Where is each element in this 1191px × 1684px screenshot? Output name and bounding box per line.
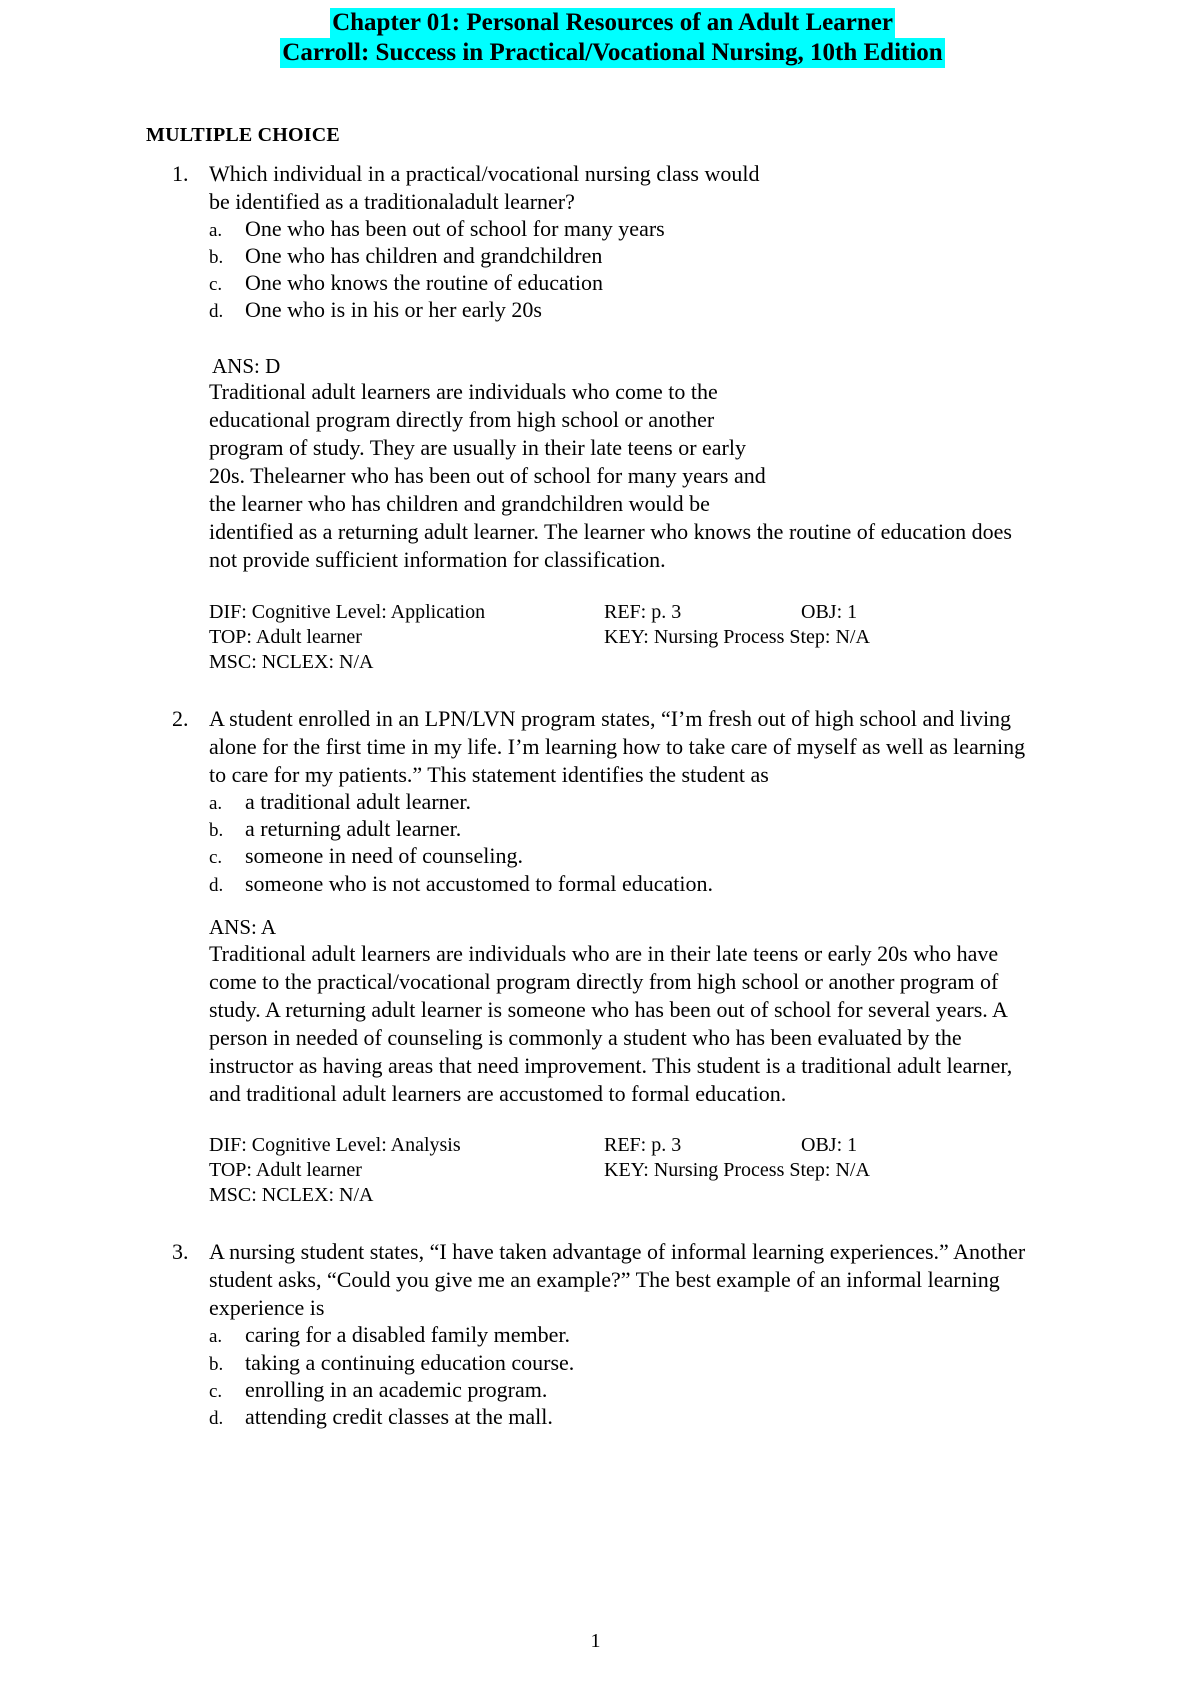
answer-option <box>209 1403 553 1433</box>
objective: OBJ: 1 <box>801 1134 858 1156</box>
rationale: Traditional adult learners are individuals who come to the educational program directly from high school or another program of study. They are usually in their late teens or early 20s. Thelearner who has been out of school for many years and the learner who has children and grandchildren would be identified as a returning adult learner. The learner who knows the routine of education does not provide sufficient information for classification. <box>209 379 1012 572</box>
option-letter: a. <box>209 220 223 241</box>
option-letter: b. <box>209 247 224 268</box>
option-text: a returning adult learner. <box>245 816 462 841</box>
chapter-title: Chapter 01: Personal Resources of an Adult Learner <box>332 9 893 36</box>
answer-key: ANS: D <box>212 354 281 378</box>
option-letter: d. <box>209 1408 224 1429</box>
keywords: KEY: Nursing Process Step: N/A <box>604 1159 870 1181</box>
question-stem: Which individual in a practical/vocational nursing class would be identified as a traditionaladult learner? <box>209 161 760 214</box>
option-letter: a. <box>209 1326 223 1347</box>
option-letter: d. <box>209 875 224 896</box>
rationale: Traditional adult learners are individuals who are in their late teens or early 20s who have come to the practical/vocational program directly from high school or another program of study. A returning adult learner is someone who has been out of school for several years. A person in needed of counseling is commonly a student who has been evaluated by the instructor as having areas that need improvement. This student is a traditional adult learner, and traditional adult learners are accustomed to formal education. <box>209 941 1013 1106</box>
option-letter: c. <box>209 274 223 295</box>
option-letter: b. <box>209 1354 224 1375</box>
option-text: One who has been out of school for many years <box>245 216 665 241</box>
option-letter: a. <box>209 793 223 814</box>
answer-option <box>209 788 471 818</box>
question-number: 2. <box>172 706 189 731</box>
question-stem: A student enrolled in an LPN/LVN program states, “I’m fresh out of high school and living alone for the first time in my life. I’m learning how to take care of myself as well as learning to care for my patients.” This statement identifies the student as <box>209 706 1026 787</box>
option-text: taking a continuing education course. <box>245 1350 575 1375</box>
answer-option <box>209 870 713 900</box>
answer-key: ANS: A <box>209 915 277 939</box>
msc: MSC: NCLEX: N/A <box>209 1184 374 1206</box>
reference: REF: p. 3 <box>604 1134 682 1156</box>
answer-option <box>209 296 542 326</box>
option-text: enrolling in an academic program. <box>245 1377 548 1402</box>
topic: TOP: Adult learner <box>209 1159 362 1181</box>
option-letter: b. <box>209 820 224 841</box>
difficulty: DIF: Cognitive Level: Analysis <box>209 1134 461 1156</box>
option-text: someone in need of counseling. <box>245 843 523 868</box>
objective: OBJ: 1 <box>801 601 858 623</box>
answer-option <box>209 1376 547 1406</box>
answer-option <box>209 215 665 245</box>
option-letter: c. <box>209 1381 223 1402</box>
option-text: One who knows the routine of education <box>245 270 604 295</box>
option-text: caring for a disabled family member. <box>245 1322 570 1347</box>
section-title: MULTIPLE CHOICE <box>146 124 340 146</box>
msc: MSC: NCLEX: N/A <box>209 651 374 673</box>
option-text: a traditional adult learner. <box>245 789 472 814</box>
chapter-header <box>0 8 1191 68</box>
option-text: someone who is not accustomed to formal education. <box>245 871 713 896</box>
question-stem: A nursing student states, “I have taken advantage of informal learning experiences.” Another student asks, “Could you give me an example?” The best example of an informal learning experience is <box>209 1239 1026 1320</box>
answer-option <box>209 242 602 272</box>
page-number: 1 <box>590 1630 601 1652</box>
option-text: One who has children and grandchildren <box>245 243 603 268</box>
answer-option <box>209 269 603 299</box>
option-text: One who is in his or her early 20s <box>245 297 542 322</box>
difficulty: DIF: Cognitive Level: Application <box>209 601 486 623</box>
answer-option <box>209 842 523 872</box>
question-number: 3. <box>172 1239 189 1264</box>
reference: REF: p. 3 <box>604 601 682 623</box>
answer-option <box>209 1349 574 1379</box>
answer-option <box>209 1321 570 1351</box>
option-letter: c. <box>209 847 223 868</box>
topic: TOP: Adult learner <box>209 626 362 648</box>
answer-option <box>209 815 461 845</box>
question-number: 1. <box>172 161 189 186</box>
option-letter: d. <box>209 301 224 322</box>
option-text: attending credit classes at the mall. <box>245 1404 553 1429</box>
book-title: Carroll: Success in Practical/Vocational Nursing, 10th Edition <box>282 39 943 66</box>
keywords: KEY: Nursing Process Step: N/A <box>604 626 870 648</box>
